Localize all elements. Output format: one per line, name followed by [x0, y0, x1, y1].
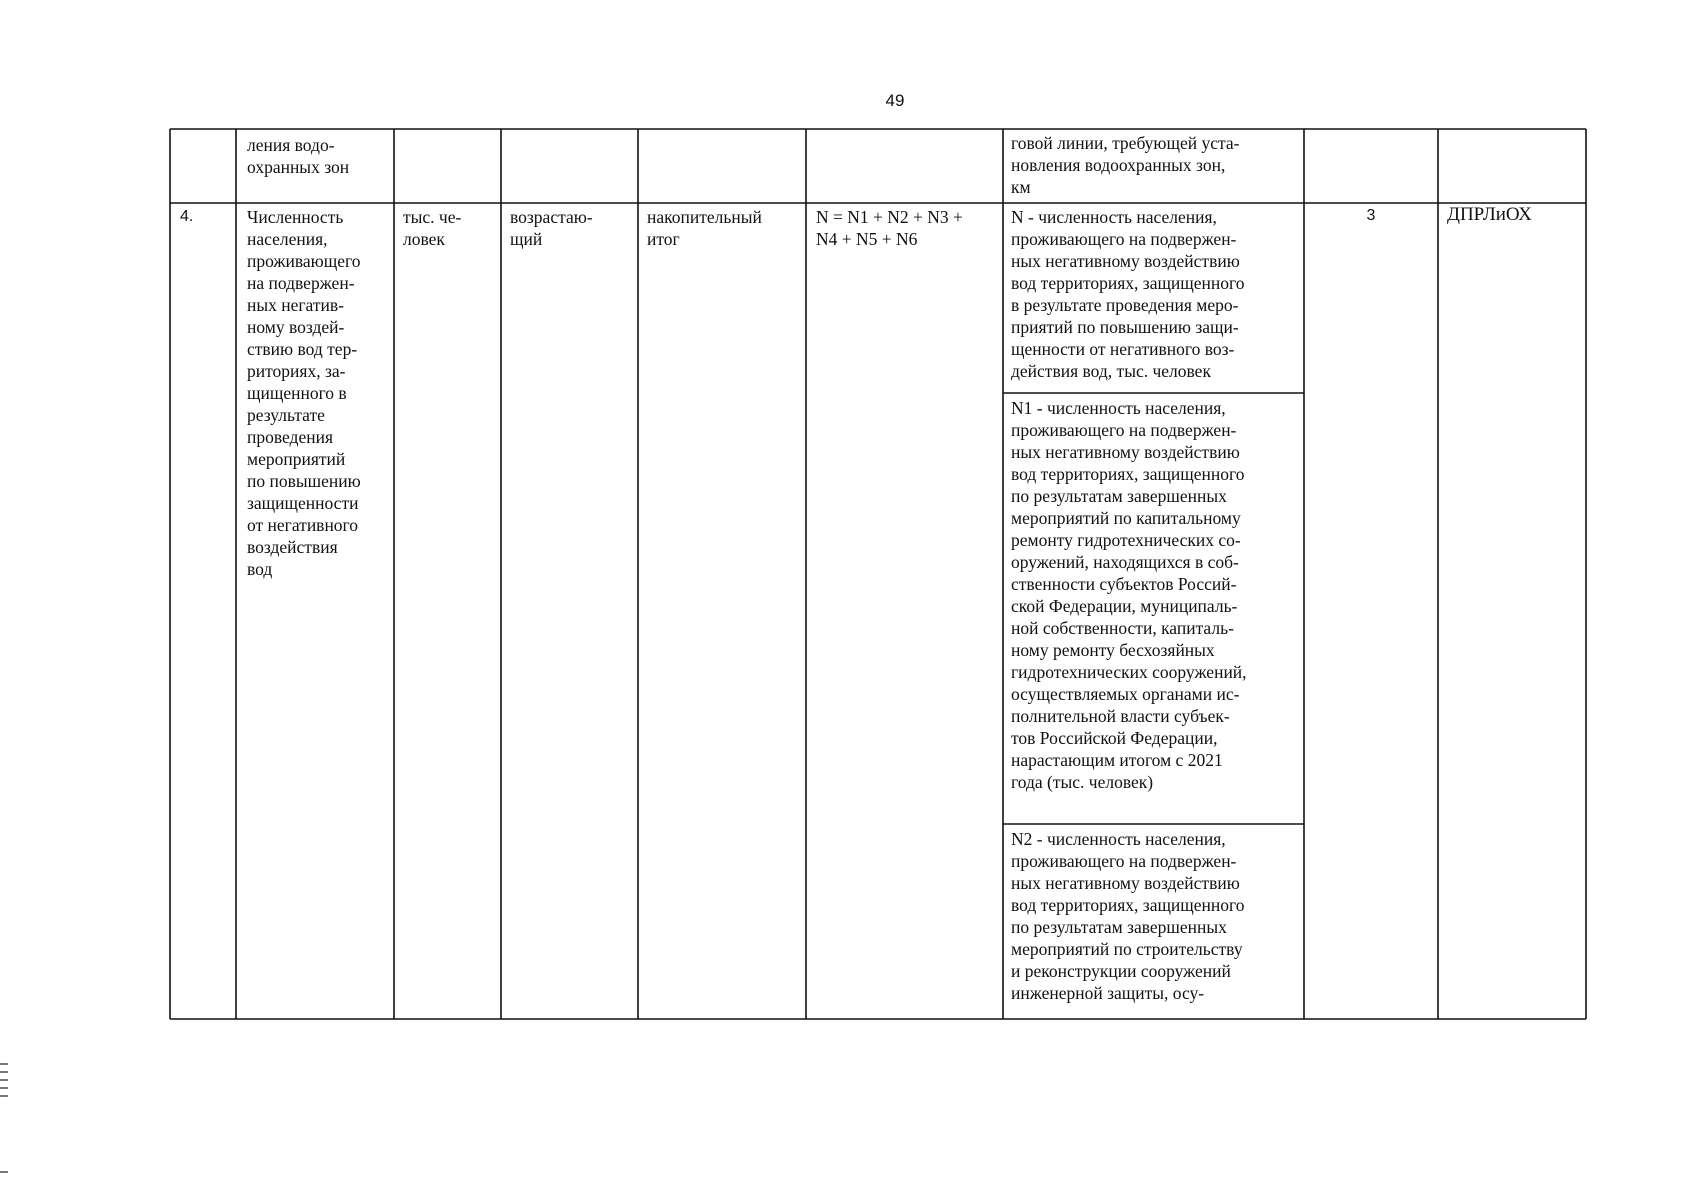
page-number: 49	[885, 91, 905, 110]
description-n2-cell: N2 - численность населения, проживающего на подвержен- ных негативному воздействию вод территориях, защищенного по результатам завершенных мероприятий по строительству и реконструкции сооружений инженерной защиты, осу-	[1011, 829, 1245, 1003]
responsible-cell: ДПРЛиОХ	[1447, 204, 1532, 225]
formula-cell: N = N1 + N2 + N3 + N4 + N5 + N6	[816, 207, 963, 249]
top-row-description-cell: говой линии, требующей уста- новления водоохранных зон, км	[1011, 133, 1240, 197]
unit-cell: тыс. че- ловек	[403, 207, 462, 249]
source-code-cell: 3	[1366, 207, 1376, 224]
indicator-name-cell: Численность населения, проживающего на подвержен- ных негатив- ному воздей- ствию вод тер- риториях, за- щищенного в результате проведения мероприятий по повышению защищенности от негативного воздействия вод	[247, 207, 361, 579]
scan-margin-marks	[0, 1060, 12, 1180]
row-number-cell: 4.	[180, 208, 194, 225]
method-cell: накопительный итог	[647, 207, 762, 249]
top-row-name-cell: ления водо- охранных зон	[247, 135, 350, 177]
trend-cell: возрастаю- щий	[510, 207, 593, 249]
description-n1-cell: N1 - численность населения, проживающего на подвержен- ных негативному воздействию вод территориях, защищенного по результатам завершенных мероприятий по капитальному ремонту гидротехнических со- оружений, находящихся в соб- ственности субъектов Россий- ской Федерации, муниципаль- ной собственности, капиталь- ному ремонту бесхозяйных гидротехнических сооружений, осуществляемых органами ис- полнительной власти субъек- тов Российской Федерации, нарастающим итогом с 2021 года (тыс. человек)	[1011, 398, 1247, 792]
description-n-cell: N - численность населения, проживающего на подвержен- ных негативному воздействию вод территориях, защищенного в результате проведения меро- приятий по повышению защи- щенности от негативного воз- действия вод, тыс. человек	[1011, 207, 1245, 381]
